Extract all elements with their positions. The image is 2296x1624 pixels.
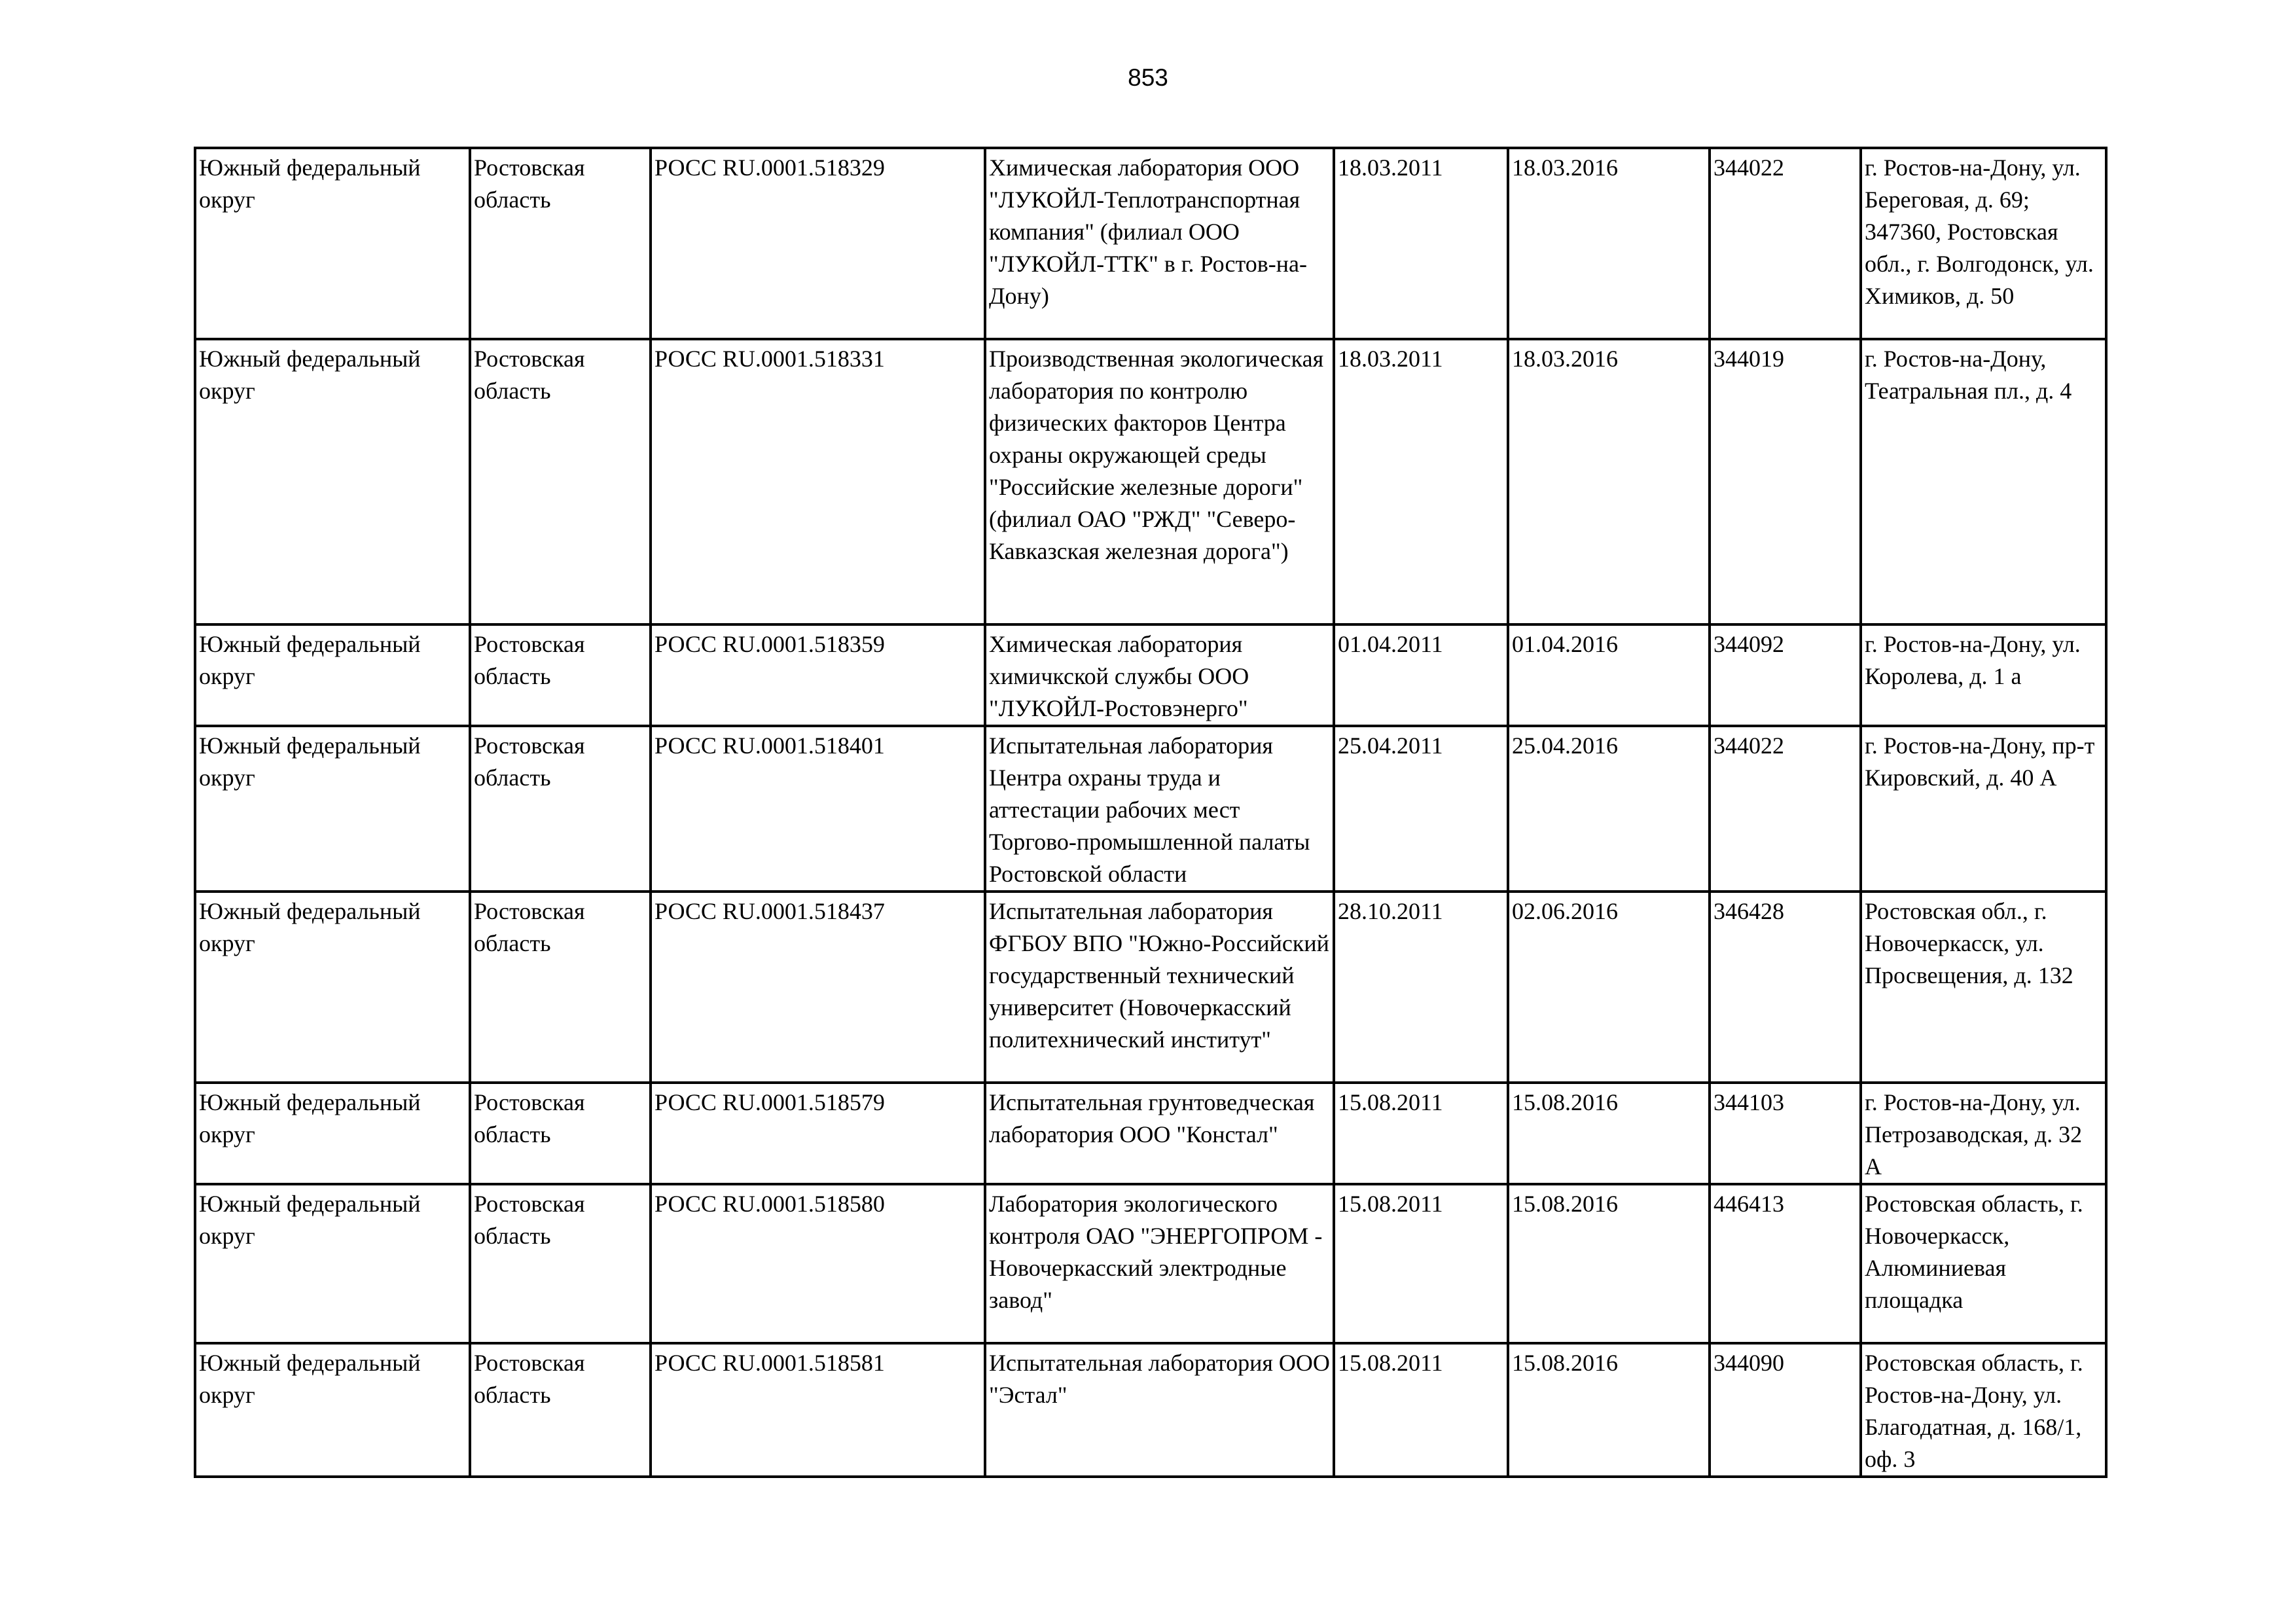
- page-number: 853: [1128, 64, 1168, 91]
- date-issued-cell: 15.08.2011: [1334, 1343, 1508, 1477]
- table-row: [195, 148, 2106, 339]
- postcode-cell: 344090: [1710, 1343, 1861, 1477]
- district-cell: Южный федеральный округ: [195, 624, 470, 726]
- table-row: [195, 726, 2106, 892]
- date-valid-cell: 15.08.2016: [1508, 1083, 1710, 1184]
- date-valid-cell: 02.06.2016: [1508, 892, 1710, 1083]
- lab-name-cell: Испытательная грунтоведческая лаборатория ООО "Констал": [985, 1083, 1334, 1184]
- address-cell: Ростовская область, г. Новочеркасск, Алюминиевая площадка: [1861, 1184, 2106, 1343]
- address-cell: Ростовская область, г. Ростов-на-Дону, ул. Благодатная, д. 168/1, оф. 3: [1861, 1343, 2106, 1477]
- reg-number-cell: РОСС RU.0001.518331: [651, 339, 985, 624]
- district-cell: Южный федеральный округ: [195, 148, 470, 339]
- date-issued-cell: 28.10.2011: [1334, 892, 1508, 1083]
- date-issued-cell: 25.04.2011: [1334, 726, 1508, 892]
- address-cell: г. Ростов-на-Дону, пр-т Кировский, д. 40 А: [1861, 726, 2106, 892]
- date-valid-cell: 01.04.2016: [1508, 624, 1710, 726]
- address-cell: г. Ростов-на-Дону, ул. Королева, д. 1 а: [1861, 624, 2106, 726]
- postcode-cell: 344103: [1710, 1083, 1861, 1184]
- reg-number-cell: РОСС RU.0001.518401: [651, 726, 985, 892]
- address-cell: г. Ростов-на-Дону, ул. Петрозаводская, д. 32 А: [1861, 1083, 2106, 1184]
- district-cell: Южный федеральный округ: [195, 1083, 470, 1184]
- region-cell: Ростовская область: [470, 892, 651, 1083]
- date-issued-cell: 01.04.2011: [1334, 624, 1508, 726]
- postcode-cell: 344019: [1710, 339, 1861, 624]
- date-issued-cell: 15.08.2011: [1334, 1184, 1508, 1343]
- lab-name-cell: Испытательная лаборатория Центра охраны труда и аттестации рабочих мест Торгово-промышленной палаты Ростовской области: [985, 726, 1334, 892]
- date-valid-cell: 15.08.2016: [1508, 1343, 1710, 1477]
- table-row: [195, 339, 2106, 624]
- table-row: [195, 1343, 2106, 1477]
- date-valid-cell: 15.08.2016: [1508, 1184, 1710, 1343]
- district-cell: Южный федеральный округ: [195, 1184, 470, 1343]
- district-cell: Южный федеральный округ: [195, 726, 470, 892]
- table-row: [195, 892, 2106, 1083]
- address-cell: г. Ростов-на-Дону, Театральная пл., д. 4: [1861, 339, 2106, 624]
- registry-table: [194, 147, 2108, 1478]
- date-valid-cell: 18.03.2016: [1508, 339, 1710, 624]
- date-valid-cell: 18.03.2016: [1508, 148, 1710, 339]
- lab-name-cell: Химическая лаборатория химичкской службы ООО "ЛУКОЙЛ-Ростовэнерго": [985, 624, 1334, 726]
- date-valid-cell: 25.04.2016: [1508, 726, 1710, 892]
- reg-number-cell: РОСС RU.0001.518359: [651, 624, 985, 726]
- region-cell: Ростовская область: [470, 1184, 651, 1343]
- region-cell: Ростовская область: [470, 726, 651, 892]
- region-cell: Ростовская область: [470, 339, 651, 624]
- table-row: [195, 624, 2106, 726]
- postcode-cell: 344022: [1710, 148, 1861, 339]
- reg-number-cell: РОСС RU.0001.518581: [651, 1343, 985, 1477]
- region-cell: Ростовская область: [470, 624, 651, 726]
- region-cell: Ростовская область: [470, 148, 651, 339]
- postcode-cell: 446413: [1710, 1184, 1861, 1343]
- date-issued-cell: 18.03.2011: [1334, 148, 1508, 339]
- region-cell: Ростовская область: [470, 1083, 651, 1184]
- address-cell: г. Ростов-на-Дону, ул. Береговая, д. 69; 347360, Ростовская обл., г. Волгодонск, ул. Химиков, д. 50: [1861, 148, 2106, 339]
- table-row: [195, 1184, 2106, 1343]
- date-issued-cell: 18.03.2011: [1334, 339, 1508, 624]
- date-issued-cell: 15.08.2011: [1334, 1083, 1508, 1184]
- reg-number-cell: РОСС RU.0001.518579: [651, 1083, 985, 1184]
- lab-name-cell: Испытательная лаборатория ООО "Эстал": [985, 1343, 1334, 1477]
- postcode-cell: 344092: [1710, 624, 1861, 726]
- district-cell: Южный федеральный округ: [195, 339, 470, 624]
- lab-name-cell: Производственная экологическая лаборатория по контролю физических факторов Центра охраны окружающей среды "Российские железные дороги" (филиал ОАО "РЖД" "Северо-Кавказская железная дорога"): [985, 339, 1334, 624]
- district-cell: Южный федеральный округ: [195, 1343, 470, 1477]
- reg-number-cell: РОСС RU.0001.518580: [651, 1184, 985, 1343]
- table-row: [195, 1083, 2106, 1184]
- lab-name-cell: Лаборатория экологического контроля ОАО "ЭНЕРГОПРОМ - Новочеркасский электродные завод": [985, 1184, 1334, 1343]
- lab-name-cell: Испытательная лаборатория ФГБОУ ВПО "Южно-Российский государственный технический университет (Новочеркасский политехнический институт": [985, 892, 1334, 1083]
- district-cell: Южный федеральный округ: [195, 892, 470, 1083]
- postcode-cell: 344022: [1710, 726, 1861, 892]
- lab-name-cell: Химическая лаборатория ООО "ЛУКОЙЛ-Теплотранспортная компания" (филиал ООО "ЛУКОЙЛ-ТТК" в г. Ростов-на-Дону): [985, 148, 1334, 339]
- postcode-cell: 346428: [1710, 892, 1861, 1083]
- reg-number-cell: РОСС RU.0001.518437: [651, 892, 985, 1083]
- address-cell: Ростовская обл., г. Новочеркасск, ул. Просвещения, д. 132: [1861, 892, 2106, 1083]
- region-cell: Ростовская область: [470, 1343, 651, 1477]
- reg-number-cell: РОСС RU.0001.518329: [651, 148, 985, 339]
